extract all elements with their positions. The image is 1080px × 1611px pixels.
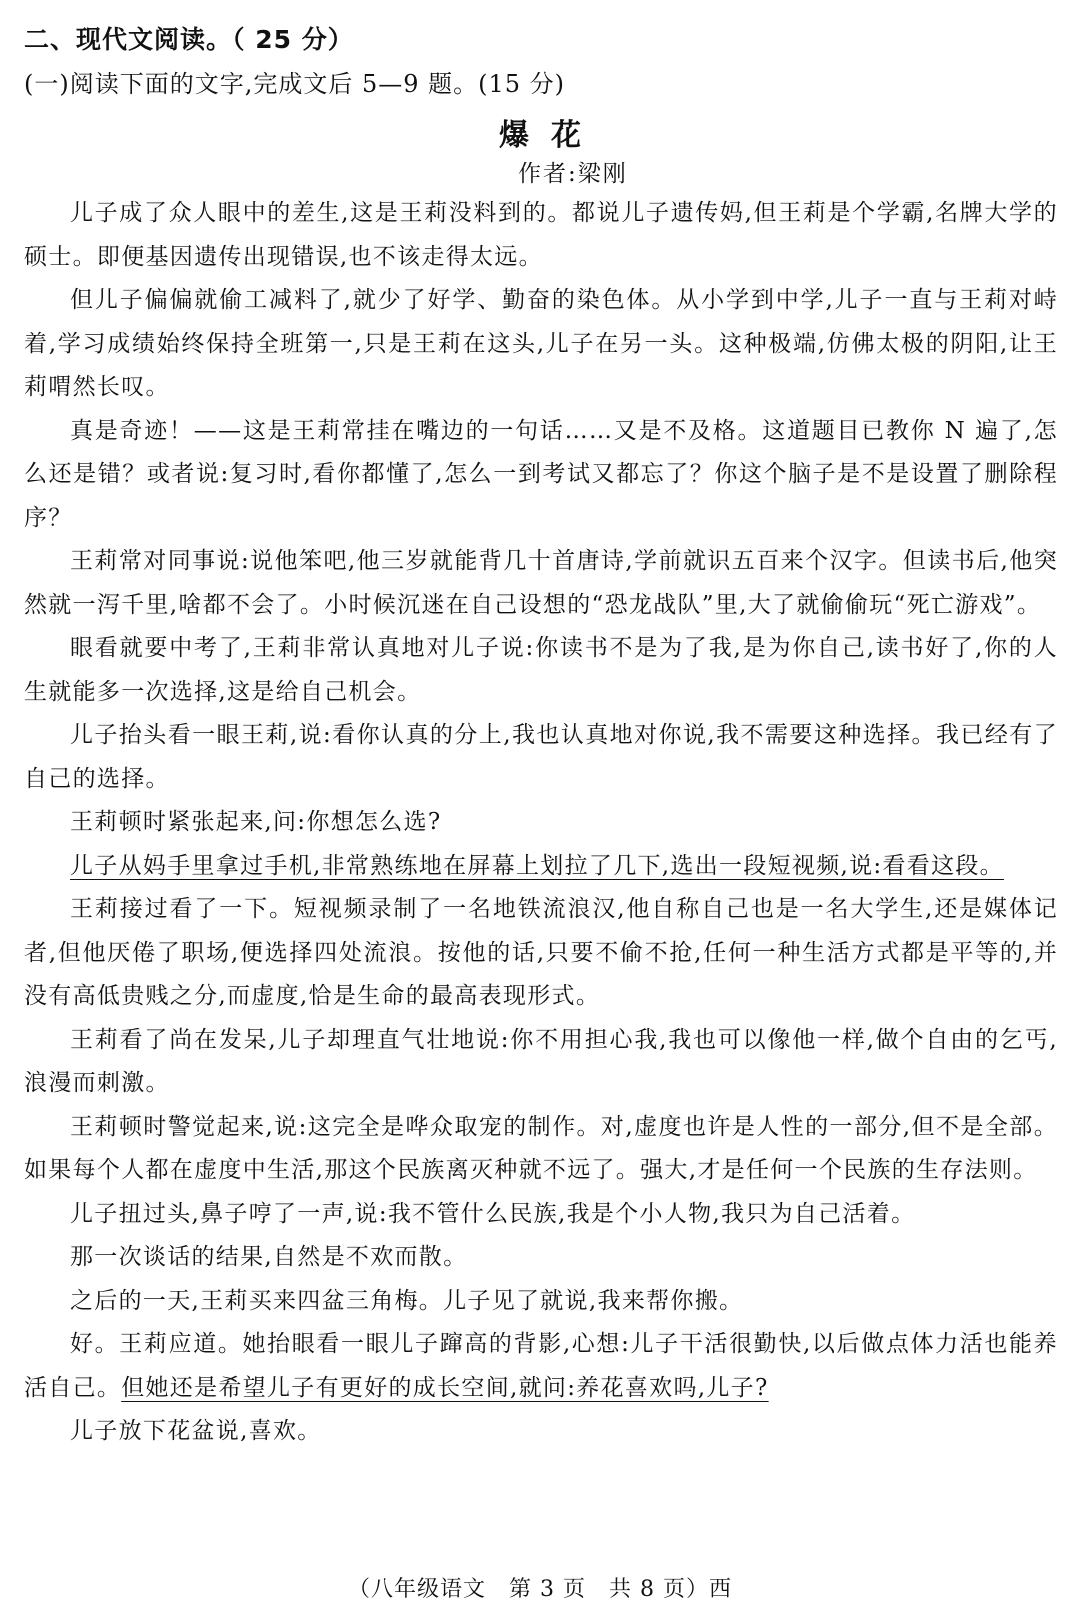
paragraph: 王莉顿时警觉起来,说:这完全是哗众取宠的制作。对,虚度也许是人性的一部分,但不是全部。如果每个人都在虚度中生活,那这个民族离灭种就不远了。强大,才是任何一个民族的生存法则。: [24, 1113, 1058, 1183]
paragraph-text: 好。王莉应道。她抬眼看一眼儿子蹿高的背影,心想:儿子干活很勤快,以后做点体力活也能养活自己。: [24, 1331, 1058, 1401]
paragraph: 王莉常对同事说:说他笨吧,他三岁就能背几十首唐诗,学前就识五百来个汉字。但读书后,他突然就一泻千里,啥都不会了。小时候沉迷在自己设想的“恐龙战队”里,大了就偷偷玩“死亡游戏”。: [24, 548, 1058, 618]
story-title: 爆花: [499, 118, 603, 153]
paragraph: 之后的一天,王莉买来四盆三角梅。儿子见了就说,我来帮你搬。: [70, 1287, 744, 1314]
subsection-instruction: (一)阅读下面的文字,完成文后 5—9 题。(15 分): [24, 70, 566, 98]
paragraph: 真是奇迹！——这是王莉常挂在嘴边的一句话……又是不及格。这道题目已教你 N 遍了,怎么还是错？或者说:复习时,看你都懂了,怎么一到考试又都忘了？你这个脑子是不是设置了删除程序？: [24, 417, 1058, 531]
paragraph: 儿子扭过头,鼻子哼了一声,说:我不管什么民族,我是个小人物,我只为自己活着。: [70, 1200, 916, 1227]
paragraph: 王莉看了尚在发呆,儿子却理直气壮地说:你不用担心我,我也可以像他一样,做个自由的乞丐,浪漫而刺激。: [24, 1026, 1058, 1096]
paragraph: 但儿子偏偏就偷工减料了,就少了好学、勤奋的染色体。从小学到中学,儿子一直与王莉对峙着,学习成绩始终保持全班第一,只是王莉在这头,儿子在另一头。这种极端,仿佛太极的阴阳,让王莉喟然长叹。: [24, 287, 1058, 400]
story-body: [24, 192, 1058, 1454]
paragraph-with-underline: [24, 1323, 1058, 1410]
underlined-paragraph: [24, 845, 1058, 889]
paragraph: 儿子抬头看一眼王莉,说:看你认真的分上,我也认真地对你说,我不需要这种选择。我已经有了自己的选择。: [24, 722, 1058, 792]
author-line: 作者:梁刚: [518, 161, 628, 187]
paragraph: 眼看就要中考了,王莉非常认真地对儿子说:你读书不是为了我,是为你自己,读书好了,你的人生就能多一次选择,这是给自己机会。: [24, 635, 1058, 705]
section-title: 二、现代文阅读。（ 25 分）: [24, 25, 354, 54]
underlined-sentence: 但她还是希望儿子有更好的成长空间,就问:养花喜欢吗,儿子?: [121, 1374, 769, 1401]
paragraph: 儿子放下花盆说,喜欢。: [70, 1418, 322, 1444]
paragraph: 那一次谈话的结果,自然是不欢而散。: [70, 1244, 468, 1270]
paragraph: 王莉顿时紧张起来,问:你想怎么选?: [70, 809, 442, 835]
paragraph: 儿子成了众人眼中的差生,这是王莉没料到的。都说儿子遗传妈,但王莉是个学霸,名牌大学的硕士。即便基因遗传出现错误,也不该走得太远。: [24, 200, 1058, 270]
page-footer: （八年级语文 第 3 页 共 8 页）西: [348, 1577, 732, 1602]
paragraph: 王莉接过看了一下。短视频录制了一名地铁流浪汉,他自称自己也是一名大学生,还是媒体记者,但他厌倦了职场,便选择四处流浪。按他的话,只要不偷不抢,任何一种生活方式都是平等的,并没有高低贵贱之分,而虚度,恰是生命的最高表现形式。: [24, 896, 1058, 1009]
underlined-sentence: 儿子从妈手里拿过手机,非常熟练地在屏幕上划拉了几下,选出一段短视频,说:看看这段。: [70, 852, 1004, 879]
